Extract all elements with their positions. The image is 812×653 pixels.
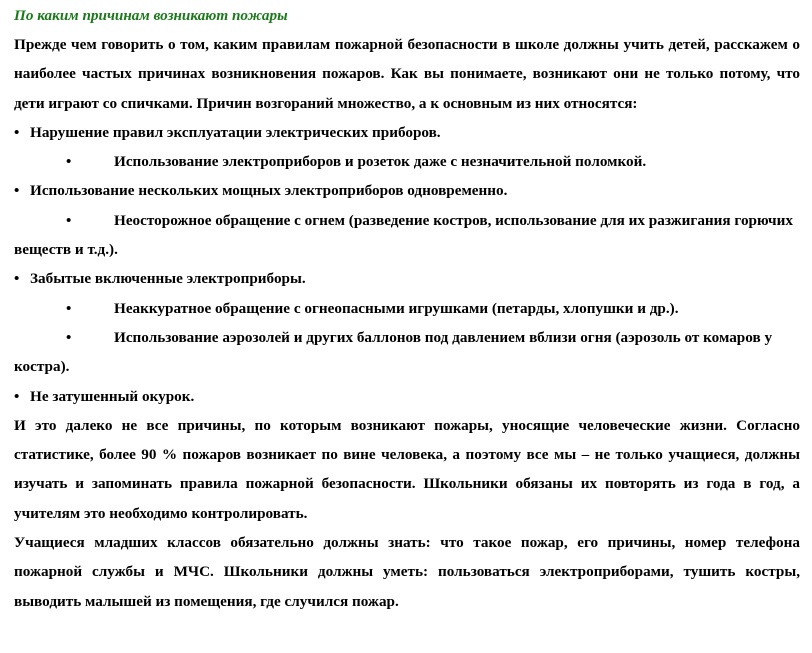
bullet-icon: • [14, 182, 20, 200]
list-item [14, 264, 800, 293]
list-item [14, 323, 800, 382]
list-item-text: Неаккуратное обращение с огнеопасными игрушками (петарды, хлопушки и др.). [114, 299, 679, 317]
body-paragraph: И это далеко не все причины, по которым возникают пожары, уносящие человеческие жизни. Согласно статистике, более 90 % пожаров возникает по вине человека, а поэтому все мы – не только учащиеся, должны изучать и запоминать правила пожарной безопасности. Школьники обязаны их повторять из года в год, а учителям это необходимо контролировать. [14, 416, 800, 522]
bullet-icon: • [14, 270, 20, 288]
list-item-text: Использование аэрозолей и других баллонов под давлением вблизи огня (аэрозоль от комаров у костра). [14, 328, 773, 376]
bullet-icon: • [14, 123, 20, 141]
bullet-icon: • [14, 387, 20, 405]
list-item [14, 206, 800, 265]
section-title: По каким причинам возникают пожары [14, 7, 288, 24]
list-item [14, 382, 800, 411]
bullet-icon: • [66, 153, 72, 171]
causes-list [14, 118, 800, 411]
list-item-text: Нарушение правил эксплуатации электрических приборов. [30, 123, 441, 141]
list-item [14, 294, 800, 323]
list-item [14, 118, 800, 147]
document [14, 2, 800, 616]
list-item-text: Использование электроприборов и розеток даже с незначительной поломкой. [114, 153, 647, 171]
body-paragraph: Учащиеся младших классов обязательно должны знать: что такое пожар, его причины, номер телефона пожарной службы и МЧС. Школьники должны уметь: пользоваться электроприборами, тушить костры, выводить малышей из помещения, где случился пожар. [14, 534, 800, 610]
list-item-text: Использование нескольких мощных электроприборов одновременно. [30, 182, 508, 200]
bullet-icon: • [66, 328, 72, 346]
list-item-text: Неосторожное обращение с огнем (разведение костров, использование для их разжигания горючих веществ и т.д.). [14, 211, 793, 259]
list-item-text: Не затушенный окурок. [30, 387, 195, 405]
bullet-icon: • [66, 299, 72, 317]
bullet-icon: • [66, 211, 72, 229]
list-item [14, 147, 800, 176]
list-item [14, 176, 800, 205]
list-item-text: Забытые включенные электроприборы. [30, 270, 306, 288]
intro-paragraph: Прежде чем говорить о том, каким правилам пожарной безопасности в школе должны учить детей, расскажем о наиболее частых причинах возникновения пожаров. Как вы понимаете, возникают они не только потому, что дети играют со спичками. Причин возгораний множество, а к основным из них относятся: [14, 36, 800, 112]
